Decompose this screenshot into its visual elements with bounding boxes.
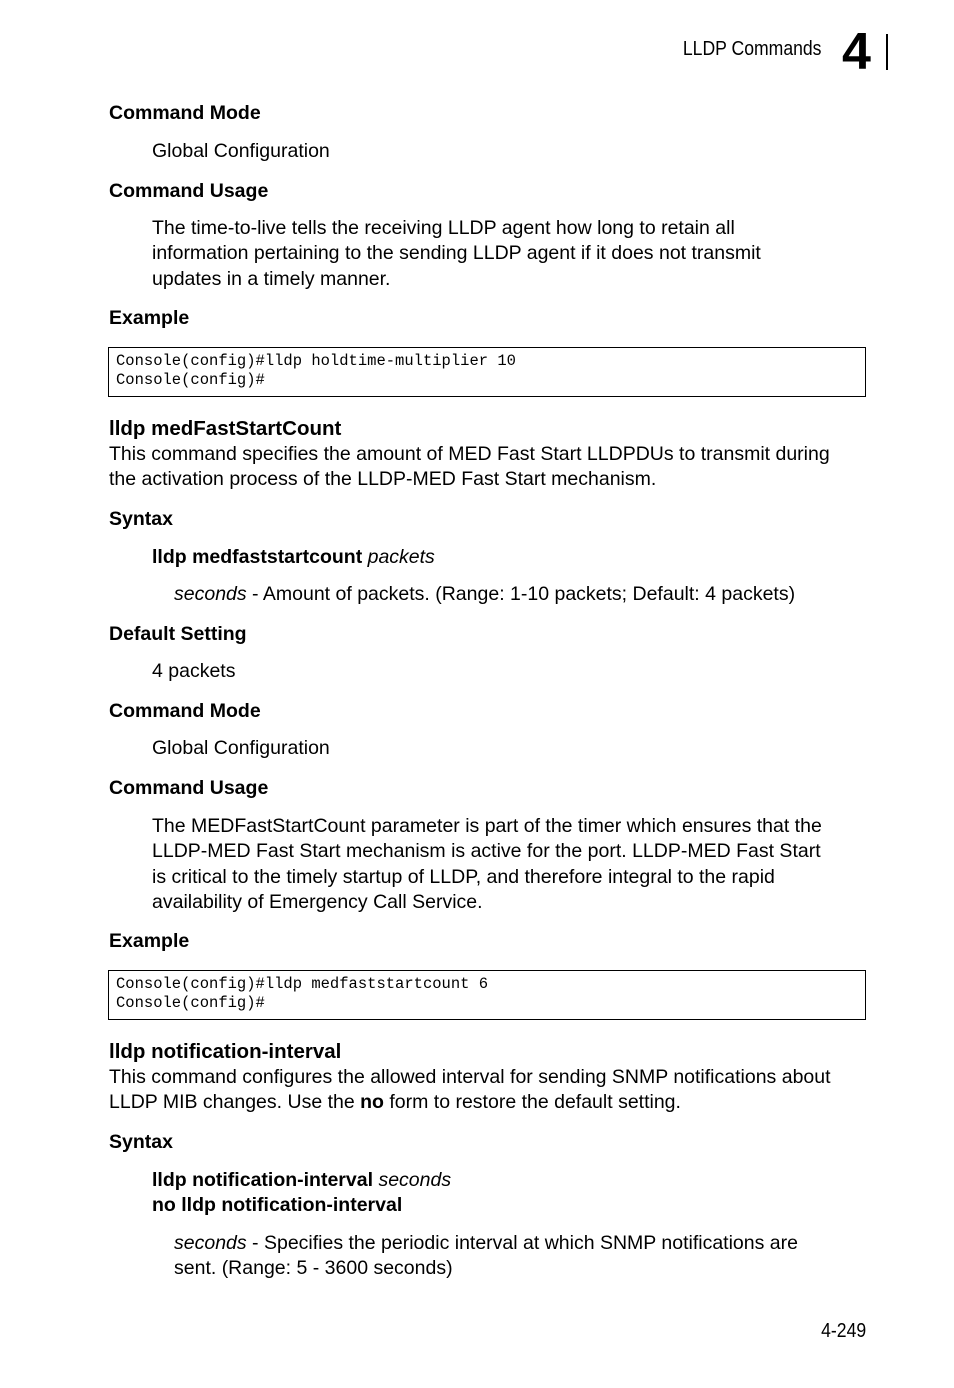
usage-line: information pertaining to the sending LLDP agent if it does not transmit [152,242,761,265]
code-line: Console(config)#lldp holdtime-multiplier 10 [116,352,516,370]
code-example [108,347,866,397]
syntax-parameter: seconds [378,1169,452,1191]
parameter-description [174,1231,798,1282]
usage-line: The time-to-live tells the receiving LLDP agent how long to retain all [152,217,735,239]
usage-line: is critical to the timely startup of LLDP, and therefore integral to the rapid [152,865,775,888]
parameter-name: seconds [174,1232,247,1254]
command-mode-value: Global Configuration [152,737,330,759]
command-mode-heading: Command Mode [109,700,261,722]
chapter-number: 4 [842,23,871,81]
syntax-command: lldp medfaststartcount [152,546,363,568]
parameter-text: - Specifies the periodic interval at which SNMP notifications are [246,1232,798,1254]
default-setting-value: 4 packets [152,660,236,682]
syntax-line [152,1169,451,1192]
code-line: Console(config)# [116,994,265,1012]
description-line [109,1090,831,1115]
command-usage-heading: Command Usage [109,180,269,202]
usage-line: The MEDFastStartCount parameter is part of the timer which ensures that the [152,815,822,837]
command-title: lldp medFastStartCount [109,417,342,440]
default-setting-heading: Default Setting [109,623,247,645]
parameter-description [174,583,795,606]
command-description [109,442,830,493]
command-description [109,1065,831,1116]
syntax-heading: Syntax [109,1131,173,1153]
usage-line: updates in a timely manner. [152,267,391,290]
usage-line: LLDP-MED Fast Start mechanism is active for the port. LLDP-MED Fast Start [152,840,821,863]
code-line: Console(config)#lldp medfaststartcount 6 [116,975,489,993]
code-example [108,970,866,1020]
description-line: the activation process of the LLDP-MED Fast Start mechanism. [109,468,657,491]
page-number: 4-249 [820,1320,866,1342]
example-heading: Example [109,930,190,952]
syntax-parameter: packets [367,546,435,568]
no-keyword: no [360,1091,384,1114]
syntax-line [152,546,435,569]
code-line: Console(config)# [116,371,265,389]
parameter-line: sent. (Range: 5 - 3600 seconds) [174,1257,453,1280]
command-usage-text [152,216,761,292]
chapter-divider [886,34,888,70]
command-title: lldp notification-interval [109,1040,342,1063]
example-heading: Example [109,307,190,329]
command-usage-heading: Command Usage [109,777,269,799]
parameter-name: seconds [174,583,247,605]
command-mode-heading: Command Mode [109,102,261,124]
syntax-heading: Syntax [109,508,173,530]
syntax-no-form: no lldp notification-interval [152,1194,403,1216]
description-text: LLDP MIB changes. Use the [109,1091,361,1114]
command-mode-value: Global Configuration [152,140,330,162]
description-line: This command specifies the amount of MED Fast Start LLDPDUs to transmit during [109,443,830,465]
syntax-command: lldp notification-interval [152,1169,374,1191]
description-line: This command configures the allowed interval for sending SNMP notifications about [109,1066,831,1088]
parameter-text: - Amount of packets. (Range: 1-10 packets; Default: 4 packets) [246,583,796,605]
description-text: form to restore the default setting. [383,1091,681,1114]
running-header: LLDP Commands [682,38,821,60]
usage-line: availability of Emergency Call Service. [152,890,483,913]
command-usage-text [152,814,822,915]
parameter-line [174,1231,798,1256]
